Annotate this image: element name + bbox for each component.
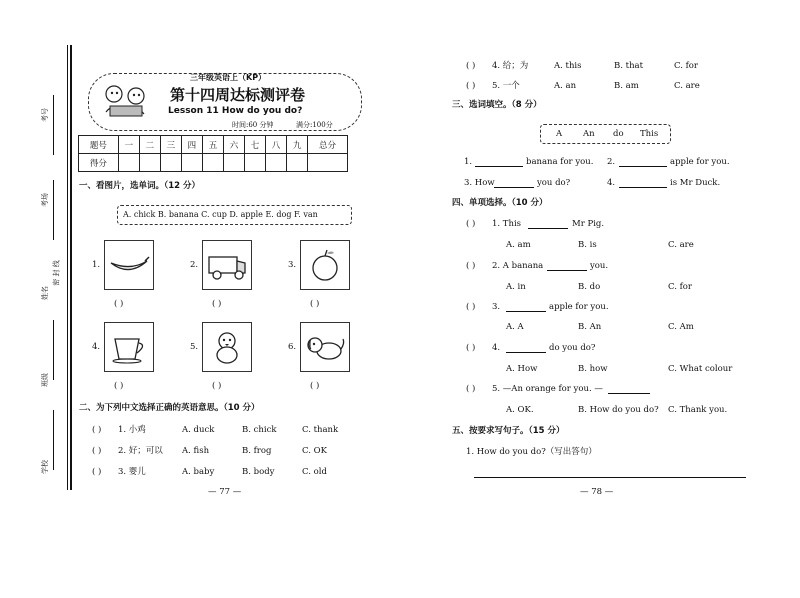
pic-number: 2. xyxy=(190,260,199,270)
side-exam-no: 考号 xyxy=(41,108,49,122)
grade-label: 三年级英语上（KP） xyxy=(190,73,267,82)
option-a: A. this xyxy=(554,61,582,71)
option-b: B. frog xyxy=(242,446,272,456)
binding-line-inner xyxy=(70,45,72,490)
fill-item-prefix: 3. How xyxy=(464,178,495,188)
option-a: A. in xyxy=(506,282,526,292)
blank-line[interactable] xyxy=(619,187,667,188)
option-c: C. for xyxy=(668,282,692,292)
fill-item-suffix: is Mr Duck. xyxy=(670,178,721,188)
option-c: C. are xyxy=(668,240,694,250)
section2-title: 二、为下列中文选择正确的英语意思。（10 分） xyxy=(79,403,260,413)
answer-paren[interactable]: ( ) xyxy=(466,261,476,271)
score-header-cell: 八 xyxy=(266,136,287,154)
answer-paren[interactable]: ( ) xyxy=(310,381,320,391)
option-b: B. how xyxy=(578,364,608,374)
score-cell[interactable] xyxy=(266,154,287,172)
picture-frame xyxy=(104,322,154,372)
apple-icon xyxy=(301,241,349,289)
option-b: B. is xyxy=(578,240,597,250)
option-c: C. old xyxy=(302,467,327,477)
score-header-cell: 五 xyxy=(202,136,223,154)
answer-paren[interactable]: ( ) xyxy=(114,381,124,391)
word-option: do xyxy=(613,129,624,139)
answer-paren[interactable]: ( ) xyxy=(466,384,476,394)
answer-line[interactable] xyxy=(474,477,746,478)
option-a: A. A xyxy=(506,322,524,332)
option-a: A. OK. xyxy=(506,405,534,415)
blank-line[interactable] xyxy=(608,393,650,394)
word-option: An xyxy=(583,129,595,139)
section1-title: 一、看图片，选单词。（12 分） xyxy=(79,181,201,191)
word-option: A xyxy=(556,129,563,139)
question-stem: 2. A banana xyxy=(492,261,544,271)
score-cell[interactable] xyxy=(181,154,202,172)
answer-paren[interactable]: ( ) xyxy=(466,343,476,353)
fill-item-prefix: 1. xyxy=(464,157,473,167)
score-cell[interactable] xyxy=(118,154,139,172)
side-class: 班级 xyxy=(41,373,49,387)
score-header-cell: 四 xyxy=(181,136,202,154)
answer-paren[interactable]: ( ) xyxy=(92,446,102,456)
answer-paren[interactable]: ( ) xyxy=(92,425,102,435)
score-cell[interactable] xyxy=(160,154,181,172)
score-cell[interactable] xyxy=(139,154,160,172)
blank-line[interactable] xyxy=(506,311,546,312)
word-option: This xyxy=(640,129,659,139)
option-a: A. duck xyxy=(182,425,215,435)
cup-icon xyxy=(105,323,153,371)
fill-item-suffix: banana for you. xyxy=(526,157,594,167)
fill-item-prefix: 2. xyxy=(607,157,616,167)
question-stem: 4. xyxy=(492,343,501,353)
picture-frame xyxy=(104,240,154,290)
option-a: A. am xyxy=(506,240,531,250)
side-school: 学校 xyxy=(41,460,49,474)
blank-line[interactable] xyxy=(506,352,546,353)
score-header-cell: 六 xyxy=(223,136,244,154)
option-c: C. Thank you. xyxy=(668,405,728,415)
score-row-label: 得分 xyxy=(79,154,119,172)
score-cell[interactable] xyxy=(245,154,266,172)
picture-frame xyxy=(202,322,252,372)
banana-icon xyxy=(105,241,153,289)
section4-title: 四、单项选择。（10 分） xyxy=(452,198,548,208)
side-name: 姓名 xyxy=(41,286,49,300)
option-c: C. What colour xyxy=(668,364,733,374)
cartoon-logo xyxy=(96,80,156,122)
question-stem: 3. xyxy=(492,302,501,312)
binding-line xyxy=(67,45,68,490)
score-cell[interactable] xyxy=(223,154,244,172)
time-label: 时间:60 分钟 xyxy=(232,121,274,129)
option-a: A. an xyxy=(554,81,577,91)
answer-paren[interactable]: ( ) xyxy=(212,381,222,391)
option-b: B. How do you do? xyxy=(578,405,659,415)
picture-frame xyxy=(300,240,350,290)
option-a: A. baby xyxy=(182,467,215,477)
question-stem-end: you. xyxy=(590,261,609,271)
page-number-right: — 78 — xyxy=(580,487,614,497)
side-exam-room: 考场 xyxy=(41,193,49,207)
answer-paren[interactable]: ( ) xyxy=(466,61,476,71)
option-b: B. that xyxy=(614,61,644,71)
score-header-cell: 总分 xyxy=(308,136,348,154)
page-title: 第十四周达标测评卷 xyxy=(170,86,306,104)
question-stem: 5. —An orange for you. — xyxy=(492,384,603,394)
score-cell[interactable] xyxy=(308,154,348,172)
option-b: B. body xyxy=(242,467,275,477)
section5-title: 五、按要求写句子。（15 分） xyxy=(452,426,565,436)
answer-paren[interactable]: ( ) xyxy=(114,299,124,309)
score-header-cell: 二 xyxy=(139,136,160,154)
pic-number: 6. xyxy=(288,342,297,352)
side-rule-3 xyxy=(53,320,54,380)
pic-number: 3. xyxy=(288,260,297,270)
question-stem-end: apple for you. xyxy=(549,302,609,312)
option-b: B. chick xyxy=(242,425,277,435)
side-rule-1 xyxy=(53,95,54,155)
chick-icon xyxy=(203,323,251,371)
question-text: 5. 一个 xyxy=(492,81,520,91)
dog-icon xyxy=(301,323,349,371)
answer-paren[interactable]: ( ) xyxy=(310,299,320,309)
answer-paren[interactable]: ( ) xyxy=(466,302,476,312)
score-header-cell: 七 xyxy=(245,136,266,154)
score-cell[interactable] xyxy=(287,154,308,172)
van-icon xyxy=(203,241,251,289)
section1-options: A. chick B. banana C. cup D. apple E. dog F. van xyxy=(123,210,318,219)
option-b: B. An xyxy=(578,322,602,332)
score-label: 满分:100分 xyxy=(296,121,333,129)
answer-paren[interactable]: ( ) xyxy=(212,299,222,309)
question-stem: 1. This xyxy=(492,219,522,229)
option-a: A. How xyxy=(506,364,538,374)
question-text: 2. 好；可以 xyxy=(118,446,163,456)
fill-item-prefix: 4. xyxy=(607,178,616,188)
score-table xyxy=(78,135,348,172)
blank-line[interactable] xyxy=(619,166,667,167)
pic-number: 4. xyxy=(92,342,101,352)
option-c: C. OK xyxy=(302,446,327,456)
answer-paren[interactable]: ( ) xyxy=(466,81,476,91)
blank-line[interactable] xyxy=(528,228,568,229)
fill-item-suffix: apple for you. xyxy=(670,157,730,167)
option-b: B. am xyxy=(614,81,639,91)
section5-question: 1. How do you do?（写出答句） xyxy=(466,447,597,457)
blank-line[interactable] xyxy=(547,270,587,271)
option-a: A. fish xyxy=(182,446,210,456)
question-stem-end: Mr Pig. xyxy=(572,219,605,229)
question-text: 1. 小鸡 xyxy=(118,425,146,435)
section3-title: 三、选词填空。（8 分） xyxy=(452,100,542,110)
question-text: 4. 给；为 xyxy=(492,61,529,71)
option-c: C. Am xyxy=(668,322,694,332)
side-rule-4 xyxy=(53,410,54,470)
option-c: C. for xyxy=(674,61,698,71)
score-header-cell: 题号 xyxy=(79,136,119,154)
blank-line[interactable] xyxy=(475,166,523,167)
side-seal: 密 封 线 xyxy=(52,260,61,286)
score-header-cell: 一 xyxy=(118,136,139,154)
pic-number: 1. xyxy=(92,260,101,270)
side-rule-2 xyxy=(53,180,54,240)
page-number-left: — 77 — xyxy=(208,487,242,497)
question-text: 3. 婴儿 xyxy=(118,467,146,477)
fill-item-suffix: you do? xyxy=(537,178,571,188)
pic-number: 5. xyxy=(190,342,199,352)
question-stem-end: do you do? xyxy=(549,343,596,353)
option-c: C. are xyxy=(674,81,700,91)
score-cell[interactable] xyxy=(202,154,223,172)
picture-frame xyxy=(300,322,350,372)
lesson-title: Lesson 11 How do you do? xyxy=(168,106,303,116)
answer-paren[interactable]: ( ) xyxy=(92,467,102,477)
picture-frame xyxy=(202,240,252,290)
answer-paren[interactable]: ( ) xyxy=(466,219,476,229)
score-header-cell: 九 xyxy=(287,136,308,154)
option-c: C. thank xyxy=(302,425,339,435)
score-header-cell: 三 xyxy=(160,136,181,154)
blank-line[interactable] xyxy=(494,187,534,188)
option-b: B. do xyxy=(578,282,601,292)
